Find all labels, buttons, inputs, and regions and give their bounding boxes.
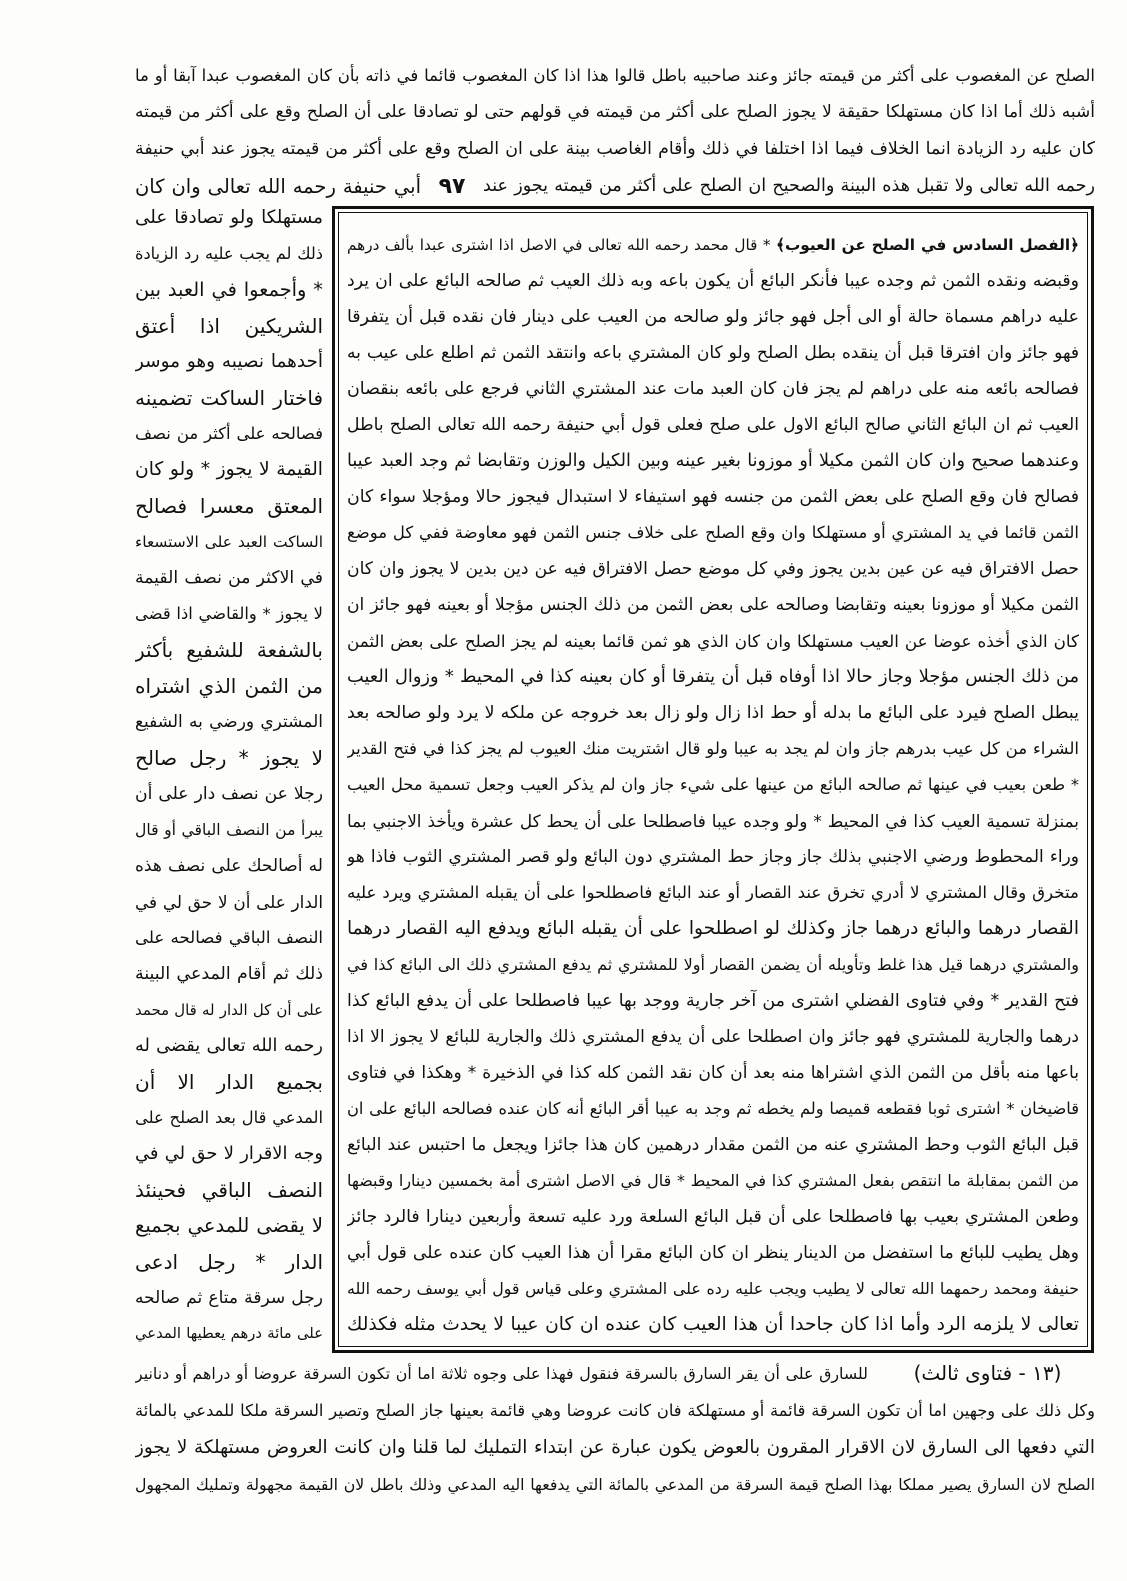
main-text-line: قاضيخان * اشترى ثوبا فقطعه قميصا ولم يخطه ثم وجد به عيبا أقر البائع أنه كان عنده فصالحه البائع على ان bbox=[347, 1099, 1079, 1118]
footer-text-line: الصلح لان السارق يصير مملكا بهذا الصلح قيمة السرقة من المدعي بالمائة التي يدفعها اليه المدعي وذلك باطل لان القيمة مجهولة وتمليك المجهول bbox=[135, 1475, 1095, 1494]
main-text-line: درهما والجارية للمشتري فهو جائز وان اصطلحا على أن يدفع المشتري ذلك والجارية للبائع لا يجوز الا اذا bbox=[347, 1027, 1079, 1047]
main-text-line: وعندهما صحيح وان كان الثمن مكيلا أو موزونا بغير عينه وبين الكيل والوزن وتقابضا ثم وجد العبد عيبا bbox=[347, 451, 1079, 471]
margin-text-line: الشريكين اذا أعتق bbox=[135, 314, 323, 338]
signature-mark: (١٣ - فتاوى ثالث) bbox=[913, 1361, 1062, 1385]
main-text-line: متخرق وقال المشتري لا أدري تخرق عند القصار أو عند البائع فاصطلحوا على أن يقبله المشتري ويرد عليه bbox=[347, 883, 1079, 902]
margin-text-line: النصف الباقي فحينئذ bbox=[135, 1178, 323, 1202]
main-text-box-inner-border bbox=[338, 212, 1088, 1347]
main-text-line: من ذلك الجنس مؤجلا وجاز حالا اذا أوفاه قبل أن يتفرقا أو كان بعينه كذا في المحيط * وزوال العيب bbox=[347, 666, 1079, 687]
margin-text-line: ذلك لم يجب عليه رد الزيادة bbox=[135, 244, 323, 263]
main-text-line: بمنزلة تسمية العيب كذا في المحيط * ولو وجده عيبا فاصطلحا على أن يحط كل عشرة ويأخذ الاجنبي بما bbox=[347, 811, 1079, 831]
margin-text-line: النصف الباقي فصالحه على bbox=[135, 928, 323, 947]
margin-text-line: المشتري ورضي به الشفيع bbox=[135, 712, 323, 732]
margin-text-line: رجل سرقة متاع ثم صالحه bbox=[135, 1288, 323, 1308]
top-text-block bbox=[135, 57, 1095, 205]
main-text-line: فصالح فان وقع الصلح على بعض الثمن من جنسه فهو استيفاء لا استبدال فيجوز حالا ومؤجلا سواء كان bbox=[347, 487, 1079, 507]
footer-text-line-with-signature bbox=[135, 1355, 1095, 1392]
main-text-line: الثمن مكيلا أو موزونا بعينه وتقابضا وصالحه على بعض الثمن من ذلك الجنس مؤجلا أو بعينه فهو جائز ان bbox=[347, 595, 1079, 615]
margin-text-line: المعتق معسرا فصالح bbox=[135, 494, 323, 518]
margin-text-line: القيمة لا يجوز * ولو كان bbox=[135, 459, 323, 480]
margin-column bbox=[135, 200, 323, 1352]
margin-text-line: لا يجوز * والقاضي اذا قضى bbox=[135, 604, 323, 623]
main-text-segment: * قال محمد رحمه الله تعالى في الاصل اذا اشترى عبدا بألف درهم bbox=[347, 236, 777, 254]
main-text-line: حصل الافتراق فيه عن عين بدين يجوز وفي كل موضع حصل الافتراق فيه عن دين بدين لا يجوز وان كان bbox=[347, 559, 1079, 579]
main-text-line: القصار درهما والبائع درهما جاز وكذلك لو اصطلحوا على أن يقبله البائع ويدفع اليه القصار درهما bbox=[347, 918, 1079, 939]
chapter-title: ﴿الفصل السادس في الصلح عن العيوب﴾ bbox=[776, 236, 1079, 254]
main-text-line: حنيفة ومحمد رحمهما الله تعالى لا يطيب ويجب عليه رده على المشتري وعلى قياس قول أبي يوسف رحمه الله bbox=[347, 1279, 1079, 1298]
main-text-line: كان الذي أخذه عوضا عن العيب مستهلكا وان كان الذي هو ثمن قائما بعينه لم يجز الصلح على بعض الثمن bbox=[347, 631, 1079, 651]
main-text-line: قبل البائع الثوب وحط المشتري عنه من الثمن مقدار درهمين كان هذا جائزا ويجعل ما احتبس عند البائع bbox=[347, 1135, 1079, 1155]
footer-text-block bbox=[135, 1355, 1095, 1503]
margin-text-line: يبرأ من النصف الباقي أو قال bbox=[135, 821, 323, 839]
main-text-line: وقبضه ونقده الثمن ثم وجده عيبا فأنكر البائع أن يكون باعه وبه ذلك العيب ثم صالحه البائع على ان يرد bbox=[347, 271, 1079, 291]
main-text-line: يبطل الصلح فيرد على البائع ما بدله أو حط اذا زال ولو زال بعد خروجه عن ملكه لا يرد ولو صالحه بعد bbox=[347, 703, 1079, 723]
main-text-line: وهل يطيب للبائع ما استفضل من الدينار ينظر ان كان البائع مقرا أن هذا العيب كان عنده على قول أبي bbox=[347, 1243, 1079, 1263]
top-text-segment: أبي حنيفة رحمه الله تعالى وان كان bbox=[135, 175, 421, 198]
margin-text-line: من الثمن الذي اشتراه bbox=[135, 674, 323, 698]
margin-text-line: لا يجوز * رجل صالح bbox=[135, 746, 323, 770]
margin-text-line: لا يقضى للمدعي بجميع bbox=[135, 1214, 323, 1237]
margin-text-line: فاختار الساكت تضمينه bbox=[135, 386, 323, 410]
main-text-line: وراء المحطوط ورضي الاجنبي بذلك جاز وجاز حط المشتري دون البائع ولو قصر المشتري الثوب فاذا هو bbox=[347, 847, 1079, 867]
margin-text-line: له أصالحك على نصف هذه bbox=[135, 856, 323, 876]
footer-text-segment: للسارق على أن يقر السارق بالسرقة فنقول فهذا على وجوه ثلاثة اما أن تكون السرقة عروضا أو دراهم أو دنانير bbox=[135, 1364, 868, 1383]
main-text-line: الثمن قائما في يد المشتري أو مستهلكا وان وقع الصلح على خلاف جنس الثمن فهو معاوضة ففي كل موضع bbox=[347, 523, 1079, 542]
top-text-segment: رحمه الله تعالى ولا تقبل هذه البينة والصحيح ان الصلح على أكثر من قيمته يجوز عند bbox=[483, 176, 1095, 196]
main-text-line: تعالى لا يلزمه الرد وأما اذا كان جاحدا أن هذا العيب كان عنده ان كان عيبا لا يحدث مثله فكذلك bbox=[347, 1314, 1079, 1335]
main-text-line: من الثمن بمقابلة ما انتقص بفعل المشتري كذا في المحيط * قال في الاصل اشترى أمة بخمسين دينارا وقبضها bbox=[347, 1171, 1079, 1190]
top-text-line: كان عليه رد الزيادة انما الخلاف فيما اذا اختلفا في ذلك وأقام الغاصب بينة على ان الصلح وقع على أكثر من قيمته يجوز عند أبي حنيفة bbox=[135, 139, 1095, 159]
main-text-line: فتح القدير * وفي فتاوى الفضلي اشترى من آخر جارية ووجد بها عيبا فاصطلحا على أن يدفع البائع كذا bbox=[347, 991, 1079, 1011]
margin-text-line: رحمه الله تعالى يقضى له bbox=[135, 1036, 323, 1056]
footer-text-line: التي دفعها الى السارق لان الاقرار المقرون بالعوض يكون عبارة عن ابتداء التمليك لما قلنا وان كانت العروض مستهلكة لا يجوز bbox=[135, 1437, 1095, 1458]
top-text-line: أشبه ذلك أما اذا كان مستهلكا حقيقة لا يجوز الصلح على أكثر من قيمته في قولهم حتى لو تصادقا على أن الصلح وقع على أكثر من قيمته bbox=[135, 102, 1095, 122]
margin-text-line: الساكت العبد على الاستسعاء bbox=[135, 533, 323, 551]
main-text-lines bbox=[347, 227, 1079, 1343]
main-text-line: وطعن المشتري بعيب بها فاصطلحا على أن قبل البائع السلعة ورد عليه تسعة وأربعين دينارا فالرد جائز bbox=[347, 1207, 1079, 1227]
main-text-line: والمشتري درهما قيل هذا غلط وتأويله أن يضمن القصار أولا للمشتري ثم يدفع المشتري ذلك الى البائع كذا في bbox=[347, 955, 1079, 974]
margin-text-line: * وأجمعوا في العبد بين bbox=[135, 278, 323, 301]
margin-text-line: مستهلكا ولو تصادقا على bbox=[135, 207, 323, 228]
main-text-line: باعها منه بأقل من الثمن الذي اشتراها منه بعد أن كان نقد الثمن كله كذا في الذخيرة * وهكذا في فتاوى bbox=[347, 1063, 1079, 1083]
margin-text-line: بالشفعة للشفيع بأكثر bbox=[135, 638, 323, 662]
margin-text-line: بجميع الدار الا أن bbox=[135, 1070, 323, 1094]
page-number: ٩٧ bbox=[438, 174, 466, 199]
top-text-line: الصلح عن المغصوب على أكثر من قيمته جائز وعند صاحبيه باطل قالوا هذا اذا كان المغصوب قائما في ذاته بأن كان المغصوب عبدا آبقا أو ما bbox=[135, 66, 1095, 85]
margin-text-line: أحدهما نصيبه وهو موسر bbox=[135, 351, 323, 372]
margin-text-line: رجلا عن نصف دار على أن bbox=[135, 784, 323, 804]
main-text-line: * طعن بعيب في عينها ثم صالحه البائع من عينها على شيء جاز وان لم يذكر العيب وجعل تسمية محل العيب bbox=[347, 775, 1079, 794]
margin-text-line: فصالحه على أكثر من نصف bbox=[135, 424, 323, 443]
main-text-line: فصالحه بائعه منه على دراهم لم يجز فان كان العبد مات عند المشتري الثاني فرجع على بائعه بنقصان bbox=[347, 379, 1079, 399]
margin-text-line: الدار على أن لا حق لي في bbox=[135, 892, 323, 912]
margin-text-line: الدار * رجل ادعى bbox=[135, 1250, 323, 1274]
main-text-line-with-title bbox=[347, 227, 1079, 263]
margin-text-line: وجه الاقرار لا حق لي في bbox=[135, 1143, 323, 1164]
main-text-line: عليه دراهم مسماة حالة أو الى أجل فهو جائز ولو صالحه من العيب على دينار فان نقده قبل أن يتفرقا bbox=[347, 307, 1079, 327]
margin-text-line: المدعي قال بعد الصلح على bbox=[135, 1108, 323, 1127]
main-text-box bbox=[332, 206, 1094, 1353]
margin-text-line: على أن كل الدار له قال محمد bbox=[135, 1001, 323, 1019]
main-text-line: فهو جائز وان افترقا قبل أن ينقده بطل الصلح ولو كان المشتري باعه وانتقد الثمن ثم اطلع على عيب به bbox=[347, 343, 1079, 363]
margin-text-line: في الاكثر من نصف القيمة bbox=[135, 568, 323, 588]
main-text-line: العيب ثم ان البائع الثاني صالح البائع الاول على صلح فعلى قول أبي حنيفة رحمه الله تعالى الصلح باطل bbox=[347, 415, 1079, 435]
footer-text-line: وكل ذلك على وجهين اما أن تكون السرقة قائمة أو مستهلكة فان كانت عروضا وهي قائمة بعينها جاز الصلح وتصير السرقة ملكا للمدعي بالمائة bbox=[135, 1401, 1095, 1420]
margin-text-line: ذلك ثم أقام المدعي البينة bbox=[135, 964, 323, 984]
margin-text-line: على مائة درهم يعطيها المدعي bbox=[135, 1325, 323, 1342]
main-text-line: الشراء من كل عيب بدرهم جاز وان لم يجد به عيبا ولو قال اشتريت منك العيوب لم يجز كذا في فتح القدير bbox=[347, 739, 1079, 758]
